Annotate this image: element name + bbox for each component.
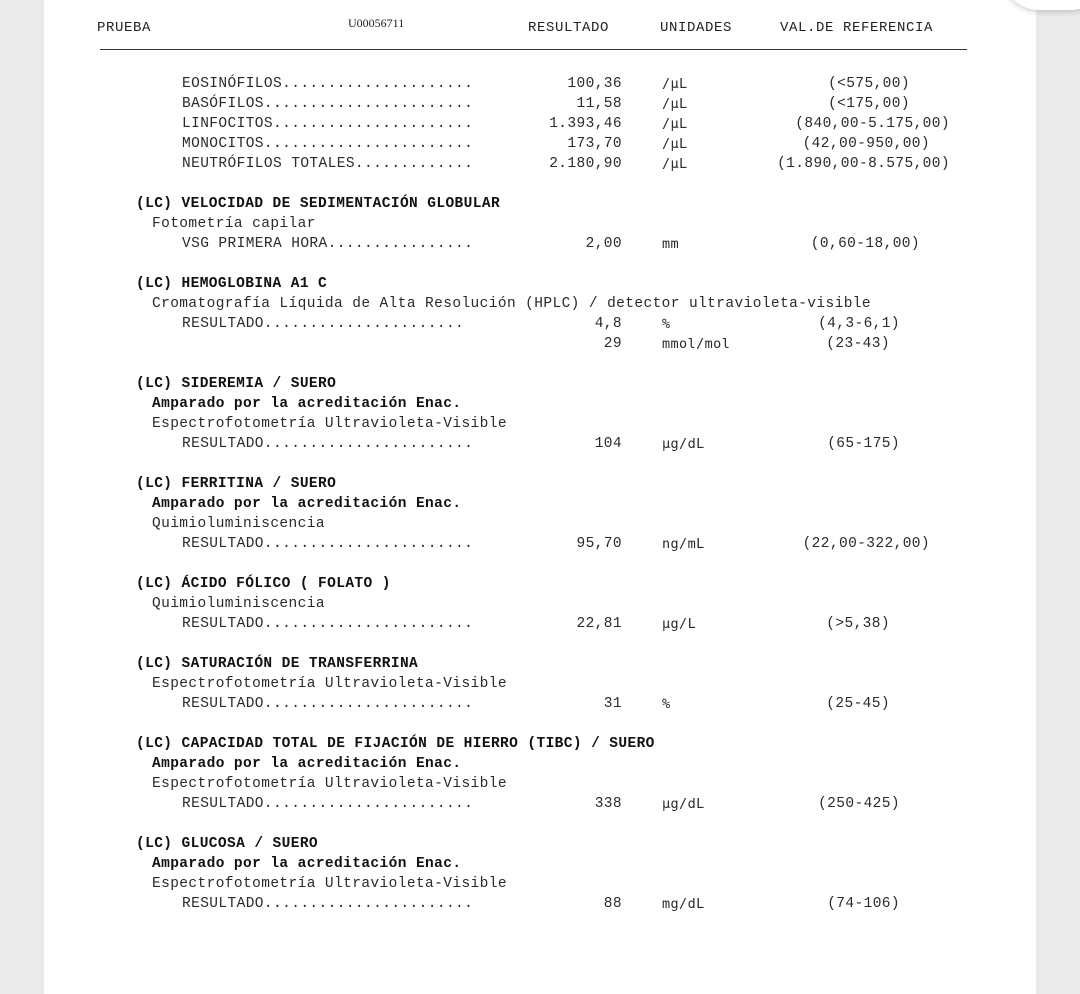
- test-unit: /µL: [662, 76, 688, 92]
- test-value: 2.180,90: [549, 156, 622, 172]
- column-header-resultado: RESULTADO: [528, 20, 610, 36]
- accreditation-note: Amparado por la acreditación Enac.: [152, 496, 462, 512]
- test-value: 2,00: [585, 236, 622, 252]
- test-value: 11,58: [576, 96, 622, 112]
- method-text: Espectrofotometría Ultravioleta-Visible: [152, 876, 507, 892]
- test-label: RESULTADO.......................: [182, 696, 474, 712]
- test-unit: mm: [662, 236, 680, 252]
- test-value: 173,70: [567, 136, 622, 152]
- test-label: RESULTADO.......................: [182, 796, 474, 812]
- test-label: RESULTADO.......................: [182, 896, 474, 912]
- test-unit: ng/mL: [662, 536, 705, 552]
- test-value: 29: [603, 336, 622, 352]
- test-reference: (0,60-18,00): [810, 236, 920, 252]
- test-label: RESULTADO.......................: [182, 616, 474, 632]
- section-title-vsg: (LC) VELOCIDAD DE SEDIMENTACIÓN GLOBULAR: [136, 196, 501, 212]
- test-label: RESULTADO.......................: [182, 436, 474, 452]
- test-value: 104: [594, 436, 622, 452]
- section-title-sideremia: (LC) SIDEREMIA / SUERO: [136, 376, 337, 392]
- test-value: 4,8: [594, 316, 622, 332]
- header-divider: [100, 49, 967, 50]
- accreditation-note: Amparado por la acreditación Enac.: [152, 856, 462, 872]
- test-reference: (25-45): [826, 696, 890, 712]
- test-reference: (840,00-5.175,00): [795, 116, 950, 132]
- test-unit: %: [662, 316, 671, 332]
- column-header-prueba: PRUEBA: [97, 20, 152, 36]
- method-text: Fotometría capilar: [152, 216, 316, 232]
- test-reference: (<175,00): [828, 96, 910, 112]
- method-text: Espectrofotometría Ultravioleta-Visible: [152, 776, 507, 792]
- test-unit: /µL: [662, 136, 688, 152]
- test-unit: µg/L: [662, 616, 697, 632]
- test-unit: /µL: [662, 156, 688, 172]
- test-label: MONOCITOS.......................: [182, 136, 474, 152]
- test-label: NEUTRÓFILOS TOTALES.............: [182, 156, 474, 172]
- section-title-acido-folico: (LC) ÁCIDO FÓLICO ( FOLATO ): [136, 576, 391, 592]
- test-label: BASÓFILOS.......................: [182, 96, 474, 112]
- test-unit: /µL: [662, 116, 688, 132]
- test-unit: µg/dL: [662, 796, 705, 812]
- section-title-saturacion: (LC) SATURACIÓN DE TRANSFERRINA: [136, 656, 419, 672]
- test-value: 88: [603, 896, 622, 912]
- accreditation-note: Amparado por la acreditación Enac.: [152, 756, 462, 772]
- test-label: LINFOCITOS......................: [182, 116, 474, 132]
- test-unit: %: [662, 696, 671, 712]
- test-unit: mg/dL: [662, 896, 705, 912]
- method-text: Quimioluminiscencia: [152, 516, 325, 532]
- test-label: RESULTADO.......................: [182, 536, 474, 552]
- test-unit: /µL: [662, 96, 688, 112]
- method-text: Quimioluminiscencia: [152, 596, 325, 612]
- test-label: VSG PRIMERA HORA................: [182, 236, 474, 252]
- test-reference: (42,00-950,00): [802, 136, 930, 152]
- test-value: 22,81: [576, 616, 622, 632]
- section-title-hba1c: (LC) HEMOGLOBINA A1 C: [136, 276, 328, 292]
- accreditation-note: Amparado por la acreditación Enac.: [152, 396, 462, 412]
- section-title-tibc: (LC) CAPACIDAD TOTAL DE FIJACIÓN DE HIERRO (TIBC) / SUERO: [136, 736, 655, 752]
- test-reference: (<575,00): [828, 76, 910, 92]
- test-reference: (65-175): [827, 436, 900, 452]
- test-unit: mmol/mol: [662, 336, 731, 352]
- test-reference: (>5,38): [826, 616, 890, 632]
- method-text: Espectrofotometría Ultravioleta-Visible: [152, 676, 507, 692]
- test-label: EOSINÓFILOS.....................: [182, 76, 474, 92]
- test-label: RESULTADO......................: [182, 316, 465, 332]
- section-title-ferritina: (LC) FERRITINA / SUERO: [136, 476, 337, 492]
- test-value: 100,36: [567, 76, 622, 92]
- column-header-unidades: UNIDADES: [660, 20, 733, 36]
- test-reference: (1.890,00-8.575,00): [777, 156, 950, 172]
- method-text: Espectrofotometría Ultravioleta-Visible: [152, 416, 507, 432]
- test-reference: (74-106): [827, 896, 900, 912]
- test-reference: (4,3-6,1): [818, 316, 900, 332]
- document-code: U00056711: [348, 16, 405, 30]
- test-unit: µg/dL: [662, 436, 705, 452]
- test-reference: (23-43): [826, 336, 890, 352]
- column-header-referencia: VAL.DE REFERENCIA: [780, 20, 934, 36]
- test-value: 338: [594, 796, 622, 812]
- test-value: 31: [603, 696, 622, 712]
- test-reference: (250-425): [818, 796, 900, 812]
- test-value: 95,70: [576, 536, 622, 552]
- test-value: 1.393,46: [549, 116, 622, 132]
- method-text: Cromatografía Líquida de Alta Resolución (HPLC) / detector ultravioleta-visible: [152, 296, 872, 312]
- section-title-glucosa: (LC) GLUCOSA / SUERO: [136, 836, 319, 852]
- test-reference: (22,00-322,00): [802, 536, 930, 552]
